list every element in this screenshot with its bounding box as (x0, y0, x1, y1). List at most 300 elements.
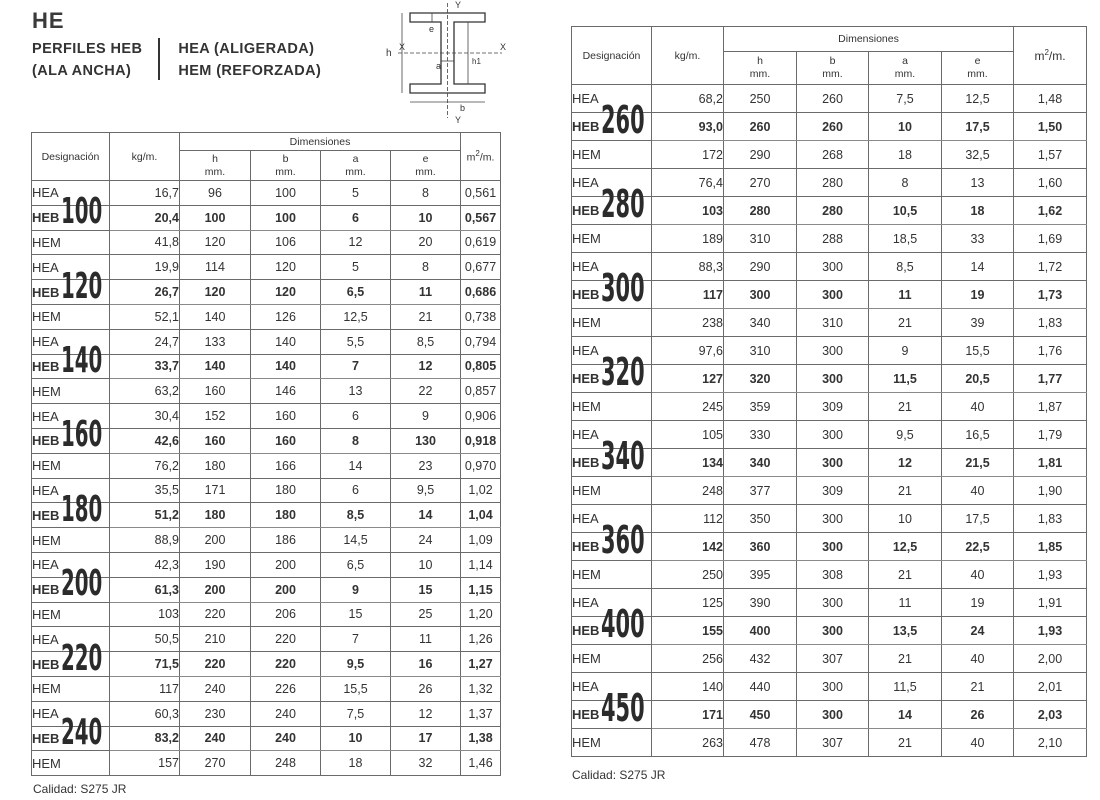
h-cell: 377 (724, 477, 797, 505)
h-cell: 290 (724, 141, 797, 169)
b-cell: 300 (797, 617, 869, 645)
b-cell: 309 (797, 393, 869, 421)
table-row (572, 533, 1087, 561)
profile-type: HEM (32, 234, 61, 250)
h-cell: 180 (180, 503, 251, 528)
kg-cell: 19,9 (110, 255, 180, 280)
kg-cell: 61,3 (110, 577, 180, 602)
a-cell: 11,5 (869, 673, 942, 701)
e-cell: 21,5 (942, 449, 1014, 477)
h-cell: 140 (180, 304, 251, 329)
m2-cell: 0,738 (461, 304, 501, 329)
header-designacion: Designación (32, 133, 110, 181)
e-cell: 15,5 (942, 337, 1014, 365)
table-row (32, 230, 501, 255)
profile-type-cell (32, 453, 110, 478)
e-cell: 39 (942, 309, 1014, 337)
header-m2-base: m (466, 151, 476, 164)
m2-cell: 1,76 (1014, 337, 1087, 365)
e-cell: 21 (391, 304, 461, 329)
a-cell: 7 (321, 627, 391, 652)
table-row (572, 337, 1087, 365)
profile-type: HEA (572, 259, 599, 274)
b-cell: 288 (797, 225, 869, 253)
kg-cell: 134 (652, 449, 724, 477)
table-row (572, 701, 1087, 729)
profile-type-cell (32, 602, 110, 627)
profile-type: HEB (572, 371, 600, 386)
profile-size-wrap (599, 98, 646, 142)
profile-type: HEB (572, 623, 600, 638)
b-cell: 160 (251, 428, 321, 453)
header-h (180, 151, 251, 181)
profile-size-number: 240 (61, 711, 103, 753)
header-b (797, 52, 869, 85)
e-cell: 32,5 (942, 141, 1014, 169)
a-cell: 13,5 (869, 617, 942, 645)
profile-size-wrap (59, 637, 103, 679)
profile-size-number: 280 (601, 182, 646, 226)
header-m2-base: m (1034, 49, 1045, 63)
a-cell: 5 (321, 255, 391, 280)
kg-cell: 60,3 (110, 701, 180, 726)
profile-size-wrap (59, 339, 103, 381)
table-row (572, 113, 1087, 141)
a-cell: 18,5 (869, 225, 942, 253)
h-cell: 250 (724, 85, 797, 113)
profile-size-wrap (599, 602, 646, 646)
table-row (32, 652, 501, 677)
table-row (572, 449, 1087, 477)
e-cell: 12,5 (942, 85, 1014, 113)
b-cell: 220 (251, 652, 321, 677)
profile-size-number: 140 (61, 339, 103, 381)
profile-type: HEM (32, 681, 61, 697)
profiles-table-left (31, 132, 501, 776)
m2-cell: 1,57 (1014, 141, 1087, 169)
profile-type: HEA (32, 334, 59, 350)
a-cell: 12,5 (321, 304, 391, 329)
kg-cell: 112 (652, 505, 724, 533)
b-cell: 268 (797, 141, 869, 169)
kg-cell: 16,7 (110, 181, 180, 206)
diagram-label-b: b (460, 103, 466, 113)
profile-type: HEA (32, 706, 59, 722)
header-dimensiones: Dimensiones (180, 133, 461, 151)
header-m2-rest: /m. (1048, 49, 1066, 63)
kg-cell: 125 (652, 589, 724, 617)
a-cell: 11,5 (869, 365, 942, 393)
diagram-label-e: e (429, 24, 435, 34)
kg-cell: 189 (652, 225, 724, 253)
a-cell: 6,5 (321, 552, 391, 577)
kg-cell: 24,7 (110, 329, 180, 354)
m2-cell: 1,27 (461, 652, 501, 677)
header-right-line1: HEA (ALIGERADA) (178, 41, 315, 57)
table-row (572, 393, 1087, 421)
header-he-title: HE (32, 8, 65, 33)
b-cell: 166 (251, 453, 321, 478)
a-cell: 6,5 (321, 280, 391, 305)
profile-type: HEA (572, 427, 599, 442)
e-cell: 10 (391, 205, 461, 230)
header-e (942, 52, 1014, 85)
a-cell: 6 (321, 478, 391, 503)
kg-cell: 51,2 (110, 503, 180, 528)
kg-cell: 97,6 (652, 337, 724, 365)
h-cell: 350 (724, 505, 797, 533)
profile-size-number: 340 (601, 434, 646, 478)
profile-type-cell (572, 729, 652, 757)
a-cell: 21 (869, 393, 942, 421)
h-cell: 440 (724, 673, 797, 701)
profile-type: HEM (32, 755, 61, 771)
h-cell: 320 (724, 365, 797, 393)
kg-cell: 76,4 (652, 169, 724, 197)
a-cell: 9 (869, 337, 942, 365)
a-cell: 9,5 (321, 652, 391, 677)
e-cell: 11 (391, 627, 461, 652)
e-cell: 9 (391, 404, 461, 429)
table-row (32, 205, 501, 230)
e-cell: 11 (391, 280, 461, 305)
h-cell: 390 (724, 589, 797, 617)
profile-type-cell (32, 528, 110, 553)
kg-cell: 52,1 (110, 304, 180, 329)
b-cell: 220 (251, 627, 321, 652)
b-cell: 300 (797, 505, 869, 533)
e-cell: 40 (942, 561, 1014, 589)
table-row (572, 225, 1087, 253)
profile-type: HEB (572, 455, 600, 470)
header-h-label: h (212, 152, 218, 165)
e-cell: 18 (942, 197, 1014, 225)
kg-cell: 41,8 (110, 230, 180, 255)
e-cell: 16 (391, 652, 461, 677)
header-left-block (32, 38, 142, 82)
e-cell: 9,5 (391, 478, 461, 503)
e-cell: 26 (942, 701, 1014, 729)
a-cell: 10 (869, 505, 942, 533)
profile-size-number: 260 (601, 98, 646, 142)
h-cell: 330 (724, 421, 797, 449)
e-cell: 23 (391, 453, 461, 478)
calidad-note-left: Calidad: S275 JR (33, 782, 127, 796)
h-cell: 310 (724, 337, 797, 365)
b-cell: 120 (251, 255, 321, 280)
profile-type: HEA (572, 175, 599, 190)
h-cell: 395 (724, 561, 797, 589)
profile-type: HEM (572, 483, 601, 498)
profile-type: HEM (572, 147, 601, 162)
e-cell: 13 (942, 169, 1014, 197)
b-cell: 140 (251, 329, 321, 354)
h-cell: 260 (724, 113, 797, 141)
h-cell: 180 (180, 453, 251, 478)
header-kg: kg/m. (110, 133, 180, 181)
header-a-unit: mm. (894, 68, 916, 80)
kg-cell: 26,7 (110, 280, 180, 305)
m2-cell: 0,794 (461, 329, 501, 354)
profile-size-number: 100 (61, 191, 103, 233)
a-cell: 18 (869, 141, 942, 169)
a-cell: 21 (869, 729, 942, 757)
header-e-label: e (422, 152, 429, 165)
profile-type: HEA (572, 343, 599, 358)
h-cell: 432 (724, 645, 797, 673)
table-row (572, 253, 1087, 281)
b-cell: 200 (251, 577, 321, 602)
m2-cell: 1,79 (1014, 421, 1087, 449)
h-cell: 114 (180, 255, 251, 280)
e-cell: 130 (391, 428, 461, 453)
profile-type-cell (572, 645, 652, 673)
profile-type-cell (32, 304, 110, 329)
h-cell: 210 (180, 627, 251, 652)
b-cell: 100 (251, 205, 321, 230)
profile-type: HEA (32, 631, 59, 647)
e-cell: 17,5 (942, 505, 1014, 533)
profile-size-wrap (59, 711, 103, 753)
a-cell: 21 (869, 561, 942, 589)
a-cell: 10 (869, 113, 942, 141)
kg-cell: 76,2 (110, 453, 180, 478)
header-h-unit: mm. (204, 165, 226, 178)
a-cell: 21 (869, 309, 942, 337)
profile-size-wrap (59, 414, 103, 456)
header-designacion: Designación (572, 27, 652, 85)
header-h (724, 52, 797, 85)
e-cell: 19 (942, 281, 1014, 309)
header-b-unit: mm. (275, 165, 296, 178)
table-row (572, 421, 1087, 449)
table-right-body (572, 85, 1087, 757)
b-cell: 260 (797, 113, 869, 141)
a-cell: 5,5 (321, 329, 391, 354)
kg-cell: 172 (652, 141, 724, 169)
a-cell: 12,5 (869, 533, 942, 561)
m2-cell: 0,561 (461, 181, 501, 206)
h-cell: 360 (724, 533, 797, 561)
header-h-unit: mm. (749, 68, 771, 80)
e-cell: 40 (942, 645, 1014, 673)
e-cell: 17,5 (942, 113, 1014, 141)
h-cell: 290 (724, 253, 797, 281)
a-cell: 6 (321, 404, 391, 429)
profile-size-wrap (59, 488, 103, 530)
diagram-label-y-bottom: Y (455, 115, 462, 125)
b-cell: 308 (797, 561, 869, 589)
b-cell: 260 (797, 85, 869, 113)
m2-cell: 2,10 (1014, 729, 1087, 757)
header-a-label: a (352, 152, 359, 165)
a-cell: 9 (321, 577, 391, 602)
m2-cell: 0,918 (461, 428, 501, 453)
a-cell: 14 (321, 453, 391, 478)
h-cell: 140 (180, 354, 251, 379)
header-m2 (1014, 27, 1087, 85)
profile-size-number: 120 (61, 265, 103, 307)
m2-cell: 0,906 (461, 404, 501, 429)
kg-cell: 42,3 (110, 552, 180, 577)
kg-cell: 117 (652, 281, 724, 309)
m2-cell: 1,26 (461, 627, 501, 652)
kg-cell: 103 (652, 197, 724, 225)
a-cell: 15,5 (321, 676, 391, 701)
profile-size-wrap (599, 266, 646, 310)
profile-type: HEB (32, 656, 60, 672)
m2-cell: 1,14 (461, 552, 501, 577)
m2-cell: 1,72 (1014, 253, 1087, 281)
a-cell: 6 (321, 205, 391, 230)
h-cell: 400 (724, 617, 797, 645)
kg-cell: 105 (652, 421, 724, 449)
profile-type-cell (32, 379, 110, 404)
profile-size-number: 320 (601, 350, 646, 394)
profile-type: HEA (32, 259, 59, 275)
b-cell: 300 (797, 337, 869, 365)
kg-cell: 171 (652, 701, 724, 729)
a-cell: 14 (869, 701, 942, 729)
kg-cell: 50,5 (110, 627, 180, 652)
profile-type: HEM (32, 532, 61, 548)
b-cell: 300 (797, 449, 869, 477)
kg-cell: 155 (652, 617, 724, 645)
profile-type: HEM (32, 309, 61, 325)
h-cell: 200 (180, 577, 251, 602)
e-cell: 22 (391, 379, 461, 404)
profile-type: HEA (32, 185, 59, 201)
table-row (572, 85, 1087, 113)
h-cell: 450 (724, 701, 797, 729)
e-cell: 8 (391, 181, 461, 206)
profile-type: HEB (572, 707, 600, 722)
header-m2-exp: 2 (475, 149, 480, 159)
m2-cell: 1,69 (1014, 225, 1087, 253)
kg-cell: 93,0 (652, 113, 724, 141)
h-cell: 220 (180, 602, 251, 627)
m2-cell: 0,857 (461, 379, 501, 404)
a-cell: 14,5 (321, 528, 391, 553)
header-a (869, 52, 942, 85)
m2-cell: 1,77 (1014, 365, 1087, 393)
header-a (321, 151, 391, 181)
m2-cell: 1,85 (1014, 533, 1087, 561)
a-cell: 11 (869, 589, 942, 617)
profile-type: HEM (32, 383, 61, 399)
profile-type-cell (572, 561, 652, 589)
table-row (32, 602, 501, 627)
b-cell: 248 (251, 751, 321, 776)
kg-cell: 83,2 (110, 726, 180, 751)
kg-cell: 140 (652, 673, 724, 701)
a-cell: 21 (869, 645, 942, 673)
h-cell: 280 (724, 197, 797, 225)
profile-type: HEB (572, 203, 600, 218)
diagram-label-h: h (386, 48, 392, 59)
profile-size-number: 360 (601, 518, 646, 562)
table-row (32, 503, 501, 528)
m2-cell: 1,60 (1014, 169, 1087, 197)
b-cell: 140 (251, 354, 321, 379)
b-cell: 206 (251, 602, 321, 627)
page-header (32, 8, 321, 82)
profile-type: HEA (572, 511, 599, 526)
m2-cell: 0,567 (461, 205, 501, 230)
profile-type: HEA (572, 91, 599, 106)
a-cell: 12 (321, 230, 391, 255)
profile-type-cell (572, 225, 652, 253)
b-cell: 280 (797, 197, 869, 225)
b-cell: 310 (797, 309, 869, 337)
e-cell: 8 (391, 255, 461, 280)
profile-type: HEM (32, 458, 61, 474)
profile-type: HEB (572, 539, 600, 554)
kg-cell: 71,5 (110, 652, 180, 677)
h-cell: 190 (180, 552, 251, 577)
e-cell: 20 (391, 230, 461, 255)
b-cell: 307 (797, 729, 869, 757)
kg-cell: 35,5 (110, 478, 180, 503)
kg-cell: 256 (652, 645, 724, 673)
profile-size-wrap (599, 686, 646, 730)
table-row (32, 453, 501, 478)
m2-cell: 0,805 (461, 354, 501, 379)
profile-type: HEM (572, 399, 601, 414)
m2-cell: 0,970 (461, 453, 501, 478)
profile-size-wrap (599, 434, 646, 478)
a-cell: 9,5 (869, 421, 942, 449)
kg-cell: 127 (652, 365, 724, 393)
e-cell: 8,5 (391, 329, 461, 354)
e-cell: 32 (391, 751, 461, 776)
profiles-table-right (571, 26, 1087, 757)
e-cell: 24 (942, 617, 1014, 645)
m2-cell: 1,09 (461, 528, 501, 553)
h-cell: 200 (180, 528, 251, 553)
h-cell: 340 (724, 309, 797, 337)
m2-cell: 0,686 (461, 280, 501, 305)
table-row (32, 577, 501, 602)
kg-cell: 20,4 (110, 205, 180, 230)
profile-type: HEB (32, 507, 60, 523)
diagram-label-y-top: Y (455, 0, 462, 10)
b-cell: 300 (797, 673, 869, 701)
a-cell: 8,5 (321, 503, 391, 528)
e-cell: 26 (391, 676, 461, 701)
h-cell: 240 (180, 676, 251, 701)
table-row (32, 280, 501, 305)
m2-cell: 1,32 (461, 676, 501, 701)
table-row (572, 141, 1087, 169)
profile-size-wrap (59, 563, 103, 605)
table-row (572, 729, 1087, 757)
profile-type: HEA (572, 595, 599, 610)
profile-type-cell (572, 393, 652, 421)
m2-cell: 1,73 (1014, 281, 1087, 309)
header-left-line1: PERFILES HEB (32, 41, 143, 57)
table-left-body (32, 181, 501, 776)
profile-type: HEM (572, 735, 601, 750)
e-cell: 40 (942, 729, 1014, 757)
table-row (572, 645, 1087, 673)
a-cell: 10 (321, 726, 391, 751)
a-cell: 8 (321, 428, 391, 453)
table-row (572, 365, 1087, 393)
h-cell: 270 (724, 169, 797, 197)
b-cell: 186 (251, 528, 321, 553)
profile-size-wrap (599, 350, 646, 394)
